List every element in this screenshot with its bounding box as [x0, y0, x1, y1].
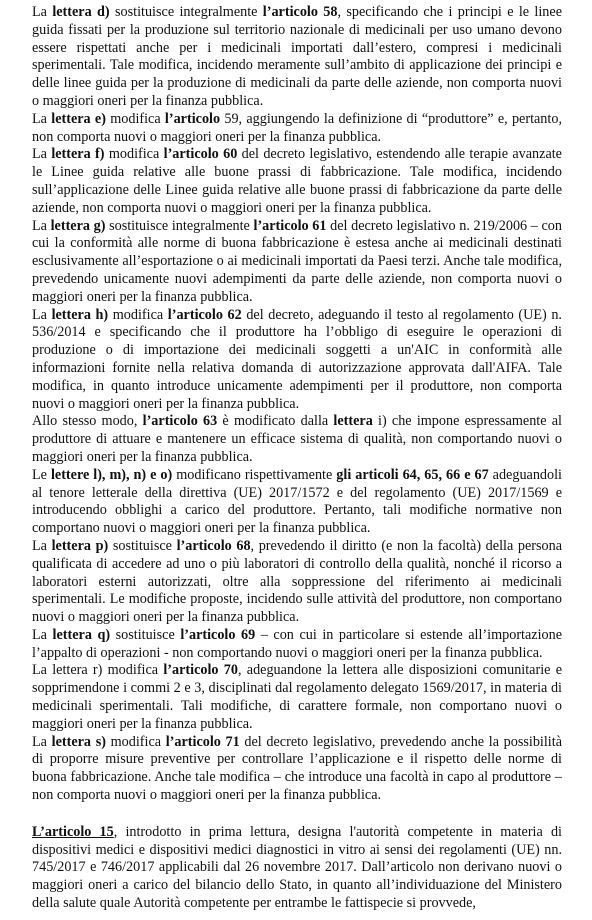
- paragraph-lettera-q: [32, 627, 562, 663]
- bold-text: l’articolo 70: [163, 662, 238, 679]
- body-text: La: [32, 4, 53, 20]
- bold-text: [32, 824, 114, 840]
- body-text: , specificando che i principi e le linee guida fissati per la produzione sul territorio nazionale di medicinali per uso umano devono essere rispettati anche per i medicinali importati dall’estero, compresi i medicinali sperimentali. Tale modifica, incidendo meramente sull’ambito di applicazione dei principi e delle linee guida per la produzione di medicinali da parte delle aziende, non comporta nuovi o maggiori oneri per la finanza pubblica.: [32, 4, 562, 109]
- bold-text: gli articoli 64, 65, 66 e 67: [336, 466, 489, 483]
- bold-text: l’articolo 71: [165, 733, 240, 750]
- body-text: La: [32, 537, 52, 554]
- body-text: sostituisce: [108, 537, 177, 554]
- body-text: La: [32, 146, 52, 163]
- body-text: , prevedendo il diritto (e non la facoltà) della persona qualificata di accedere ad uno o più laboratori di controllo della qualità, nonché il ricorso a laboratori esterni autorizzati, oltre alla soppressione del riferimento ai medicinali sperimentali. Le modifiche proposte, incidendo sulle attività del produttore, non comportano nuovi o maggiori oneri per la finanza pubblica.: [32, 537, 562, 626]
- body-text: Allo stesso modo,: [32, 413, 143, 430]
- paragraph-lettera-f: [32, 146, 562, 217]
- paragraph-lettera-d: [32, 4, 562, 111]
- body-text: La: [32, 110, 52, 127]
- body-text: modifica: [105, 110, 165, 127]
- bold-text: lettere l), m), n) e o): [50, 466, 173, 483]
- body-text: La: [32, 626, 53, 643]
- bold-text: l’articolo 68: [176, 537, 251, 554]
- paragraph-lettera-r: [32, 662, 562, 733]
- body-text: modifica: [108, 306, 168, 323]
- paragraph-lettera-e: [32, 111, 562, 147]
- body-text: La lettera r) modifica: [32, 662, 164, 679]
- body-text: La: [32, 306, 52, 323]
- body-text: sostituisce integralmente: [105, 217, 254, 234]
- paragraph-lettera-g: [32, 218, 562, 307]
- body-text: 59, aggiungendo la definizione di “produttore” e, pertanto, non comporta nuovi o maggiori oneri per la finanza pubblica.: [32, 110, 562, 145]
- body-text: modifica: [105, 733, 166, 750]
- paragraph-articolo-63: [32, 413, 562, 466]
- body-text: – con cui in particolare si estende all’importazione l’appalto di operazioni - non comportando nuovi o maggiori oneri per la finanza pubblica.: [32, 626, 563, 661]
- bold-text: lettera g): [50, 217, 106, 234]
- body-text: è modificato dalla: [217, 413, 334, 430]
- body-text: i) che impone espressamente al produttore di attuare e mantenere un efficace sistema di qualità, non comportando nuovi o maggiori oneri per la finanza pubblica.: [32, 413, 562, 465]
- body-text: La: [32, 733, 52, 750]
- body-text: del decreto legislativo, estendendo alle terapie avanzate le Linee guida relative alle buone prassi di fabbricazione. Tale modifica, incidendo sull’applicazione delle Linee guida relative alle buone prassi di fabbricazione da parte delle aziende, non comporta nuovi o maggiori oneri per la finanza pubblica.: [32, 146, 562, 216]
- body-text: sostituisce: [110, 626, 181, 643]
- bold-text: lettera h): [51, 306, 109, 323]
- body-text: del decreto, adeguando il testo al regolamento (UE) n. 536/2014 e specificando che il produttore ha l’obbligo di eseguire le operazioni di produzione o di importazione dei medicinali soggetti a un'AIC in conformità alle informazioni fornite nella relativa domanda di autorizzazione approvata dall'AIFA. Tale modifica, in quanto introduce unicamente adempimenti per il produttore, non comporta nuovi o maggiori oneri per la finanza pubblica.: [32, 306, 562, 412]
- body-text: La: [32, 217, 51, 234]
- paragraph-lettera-p: [32, 538, 562, 627]
- paragraph-articolo-15: [32, 824, 562, 913]
- bold-text: lettera d): [52, 4, 110, 20]
- bold-text: lettera: [333, 413, 373, 430]
- bold-text: l’articolo 58: [262, 4, 338, 20]
- underlined-heading-text: L’articolo 15: [32, 823, 114, 840]
- bold-text: lettera p): [51, 537, 109, 554]
- bold-text: l’articolo 63: [142, 413, 218, 430]
- body-text: modificano rispettivamente: [172, 466, 337, 483]
- body-text: , adeguandone la lettera alle disposizioni comunitarie e sopprimendone i commi 2 e 3, disciplinati dal regolamento delegato 1569/2017, in materia di medicinali sperimentali. Tali modifiche, di carattere formale, non comportano nuovi o maggiori oneri per la finanza pubblica.: [32, 662, 562, 732]
- bold-text: lettera s): [51, 733, 106, 750]
- paragraph-lettere-l-o: [32, 467, 562, 538]
- body-text: del decreto legislativo, prevedendo anche la possibilità di proporre misure preventive per controllare l’applicazione e il rispetto delle norme di buona fabbricazione. Anche tale modifica – che introduce una facoltà in capo al produttore – non comporta nuovi o maggiori oneri per la finanza pubblica.: [32, 733, 562, 804]
- body-text: sostituisce integralmente: [109, 4, 263, 20]
- paragraph-lettera-h: [32, 307, 562, 414]
- body-text: Le: [32, 466, 51, 483]
- bold-text: lettera f): [51, 146, 105, 163]
- bold-text: l’articolo 69: [180, 626, 256, 643]
- bold-text: l’articolo 61: [253, 217, 327, 234]
- body-text: modifica: [104, 146, 164, 163]
- body-text: , introdotto in prima lettura, designa l'autorità competente in materia di dispositivi medici e dispositivi medici diagnostici in vitro ai sensi dei regolamenti (UE) nn. 745/2017 e 746/2017 applicabili dal 26 novembre 2017. Dall’articolo non derivano nuovi o maggiori oneri a carico del bilancio dello Stato, in quanto all’individuazione del Ministero della salute quale Autorità competente per entrambe le fattispecie si provvede,: [32, 823, 562, 912]
- body-text: adeguandoli al tenore letterale della direttiva (UE) 2017/1572 e del regolamento (UE) 2017/1569 e introducendo obblighi a carico del produttore. Pertanto, tali modifiche normative non comportano nuovi o maggiori oneri per la finanza pubblica.: [32, 466, 562, 537]
- bold-text: l’articolo: [164, 110, 221, 127]
- body-text: del decreto legislativo n. 219/2006 – con cui la conformità alle norme di buona fabbricazione è estesa anche ai medicinali destinati esclusivamente all’esportazione o ai medicinali importati da Paesi terzi. Anche tale modifica, prevedendo unicamente nuovi adempimenti da parte delle aziende, non comporta nuovi o maggiori oneri per la finanza pubblica.: [32, 217, 562, 305]
- bold-text: l’articolo 62: [167, 306, 242, 323]
- bold-text: lettera e): [51, 110, 106, 127]
- bold-text: lettera q): [52, 626, 111, 643]
- bold-text: l’articolo 60: [163, 146, 238, 163]
- paragraph-lettera-s: [32, 734, 562, 805]
